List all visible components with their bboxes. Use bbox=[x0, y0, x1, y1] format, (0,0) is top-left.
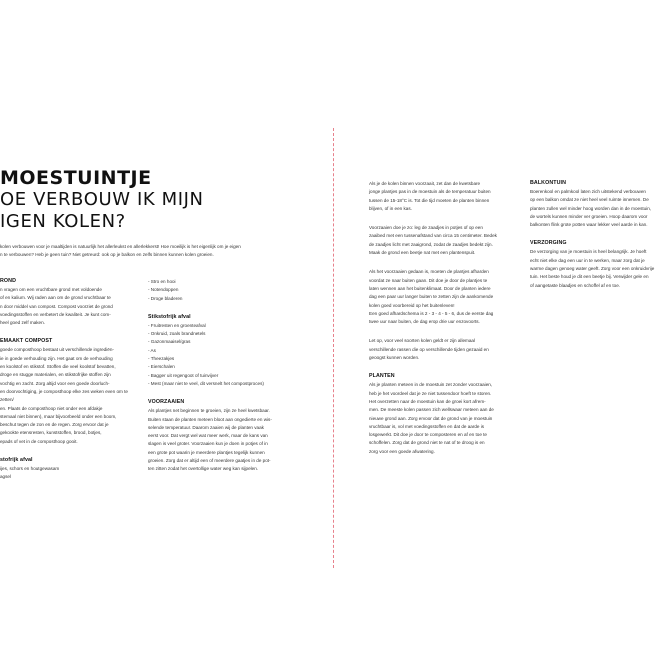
list-item: - Stro en hooi bbox=[148, 279, 176, 284]
verzorging-heading: VERZORGING bbox=[530, 240, 567, 247]
temperature-paragraph: Als je de kolen binnen voorzaait, zet dan de kwetsbare jonge plantjes pas in de moestuin als de temperatuur buiten tussen de 15-18°C is. Tot die tijd moeten de planten binnen blijven, of in een kas. bbox=[369, 181, 491, 211]
list-item: - Gazonmaaisel/gras bbox=[148, 339, 191, 345]
stikstof-heading: Stikstofrijk afval bbox=[148, 313, 191, 320]
voorzaaien-heading: VOORZAAIEN bbox=[148, 399, 185, 406]
left-column-1 bbox=[0, 278, 142, 482]
intro-paragraph: kolen verbouwen voor je maaltijden is natuurlijk het allerleukst en allerlekkerst! Hoe moeilijk is het eigenlijk om je eigen n te verbouwen? Heb je geen tuin? Niet getreurd: ook op je balkon en zelfs binnen kunnen kolen groeien. bbox=[0, 244, 241, 258]
list-item: - Onkruid, zoals brandnetels bbox=[148, 331, 206, 337]
list-item: - Bagger uit regengoot of tuinvijver bbox=[148, 372, 219, 378]
list-item: - Mest (maar niet te veel, dit versnelt het compostproces) bbox=[148, 380, 264, 386]
balkontuin-heading: BALKONTUIN bbox=[530, 180, 567, 186]
left-column-2 bbox=[148, 278, 298, 474]
koolstof-heading: stofrijk afval bbox=[0, 457, 33, 464]
list-item: - Eierschalen bbox=[148, 364, 175, 370]
list-item: agsel bbox=[0, 474, 11, 480]
koolstof-list-continued bbox=[148, 278, 298, 303]
list-item: - Notendoppen bbox=[148, 287, 179, 293]
page-title-line-2: OE VERBOUW IK MIJN bbox=[0, 189, 204, 210]
list-item: ijes, schors en houtgewasam bbox=[0, 466, 60, 472]
letop-paragraph: Let op, voor veel soorten kolen geldt er zijn allemaal verschillende rassen die op verschillende tijden gezaaid en geoogst kunnen worden. bbox=[369, 338, 489, 361]
center-fold-dashed-line bbox=[333, 128, 334, 568]
grond-heading: ROND bbox=[0, 278, 16, 284]
koolstof-list bbox=[0, 465, 142, 482]
planten-heading: PLANTEN bbox=[369, 373, 395, 380]
grond-text: n vragen om een vruchtbare grond met voldoende of en kalium. Wij raden aan om de grond vruchtbaar te n door middel van compost. Compost voorziet de grond voedingsstoffen en verbetert de kwaliteit. Je kunt com- heel goed zelf maken. bbox=[0, 287, 113, 326]
list-item: - Theezakjes bbox=[148, 356, 175, 362]
page-title-moestuintje: MOESTUINTJE bbox=[0, 167, 152, 189]
list-item: - Droge bladeren bbox=[148, 295, 183, 301]
verzorging-text: De verzorging van je moestuin is heel belangrijk. Je hoeft echt niet elke dag een uur in te werken, maar zorg dat je warme dagen genoeg water geeft. Zorg voor een onkruidvrije tuin. Het beste houd je dit een beetje bij. Verwijder gele en of aangetaste blaadjes en schoffel af en toe. bbox=[530, 249, 655, 288]
list-item: - As bbox=[148, 347, 156, 353]
afharden-paragraph: Als het voorzaaien gedaan is, moeten de plantjes afharden voordat ze naar buiten gaan. Dit doe je door de plantjes te laten wennen aan het buitenklimaat. Door de planten iedere dag een paar uur langer buiten te zetten zijn de aankomende kolen goed voorbereid op het buitenleven! Een goed afhardschema is 2 - 3 - 4 - 5 - 6, dus de eerste dag twee uur naar buiten, de dag erop drie uur enzovoorts. bbox=[369, 269, 494, 325]
compost-text: goede composthoop bestaat uit verschillende ingrediën- ie in goede verhouding zijn. Het gaat om de verhouding en koolstof en stikstof. Stoffen die veel koolstof bevatten, droge en stugge materialen, en stikstofrijke stoffen zijn vochtig en zacht. Zorg altijd voor een goede doorluch- en doorvochtiging, je composthoop elke zes weken even om te zetten/ en. Plaats de composthoop niet onder een afdakje stemaal niet binnen), maar bijvoorbeeld onder een boom, beschut tegen de zon en de regen. Zorg ervoor dat je gekookte etensresten, kunststoffen, brood, botjes, epads of vet in de composthoop gooit. bbox=[0, 347, 128, 444]
right-column-1 bbox=[369, 180, 524, 456]
compost-heading: EMAAKT COMPOST bbox=[0, 338, 53, 345]
page-title-line-3: IGEN KOLEN? bbox=[0, 211, 126, 232]
balkontuin-text: Boerenkool en palmkool laten zich uitstekend verbouwen op een balkon omdat ze niet heel veel ruimte innemen. De planten zullen wel minder hoog worden dan in de moestuin, de wortels kunnen minder ver groeien. Hoop daarom voor balkonten flink grote potten waar lekker veel aarde in kan. bbox=[530, 189, 652, 228]
list-item: - Fruitresten en groenteafval bbox=[148, 322, 206, 328]
stikstof-list bbox=[148, 322, 298, 388]
right-column-2 bbox=[530, 180, 668, 290]
planten-text: Als je planten meteen in de moestuin zet zonder voorzaaien, heb je het voordeel dat je ze niet tussendoor hoeft te storen. Het overzetten naar de moestuin kan de groei kort afrem- men. De meeste kolen passen zich wellswaar meteen aan de nieuwe grond aan. Zorg ervoor dat de grond van je moestuin vruchtbaar is, vol met voedingsstoffen en dat de aarde is losgewerkt. Dit doe je door te composteren en af en toe te schoffelen. Zorg dat de grond niet te nat of te droog is en zorg voor een goede afwatering. bbox=[369, 382, 494, 454]
voorzaaien-text: Als plantjes net beginnen te groeien, zijn ze heel kwetsbaar. Buiten staan de planten meteen bloot aan ongedierte en wis- selende temperatuur. Daarom zaaien wij de planten vaak eerst voor. Dat vergt wel wat meer werk, maar de kans van slagen is veel groter. Voorzaaien kun je doen in potjes of in een grote pot waarin je meerdere plantjes tegelijk kunnen groeien. Zorg dat er altijd een of meerdere gaatjes in de pot- ten zitten zodat het overtollige water weg kan sijpelen. bbox=[148, 408, 272, 472]
voorzaaien-instructions: Voorzaaien doe je zo: leg de zaadjes in potjes of op een zaaibed met een tussenafstand van circa 15 centimeter. Bedek de zaadjes licht met zaaigrond, zodat de zaadjes bedekt zijn. Maak de grond een beetje nat met een plantenspuit. bbox=[369, 225, 497, 256]
